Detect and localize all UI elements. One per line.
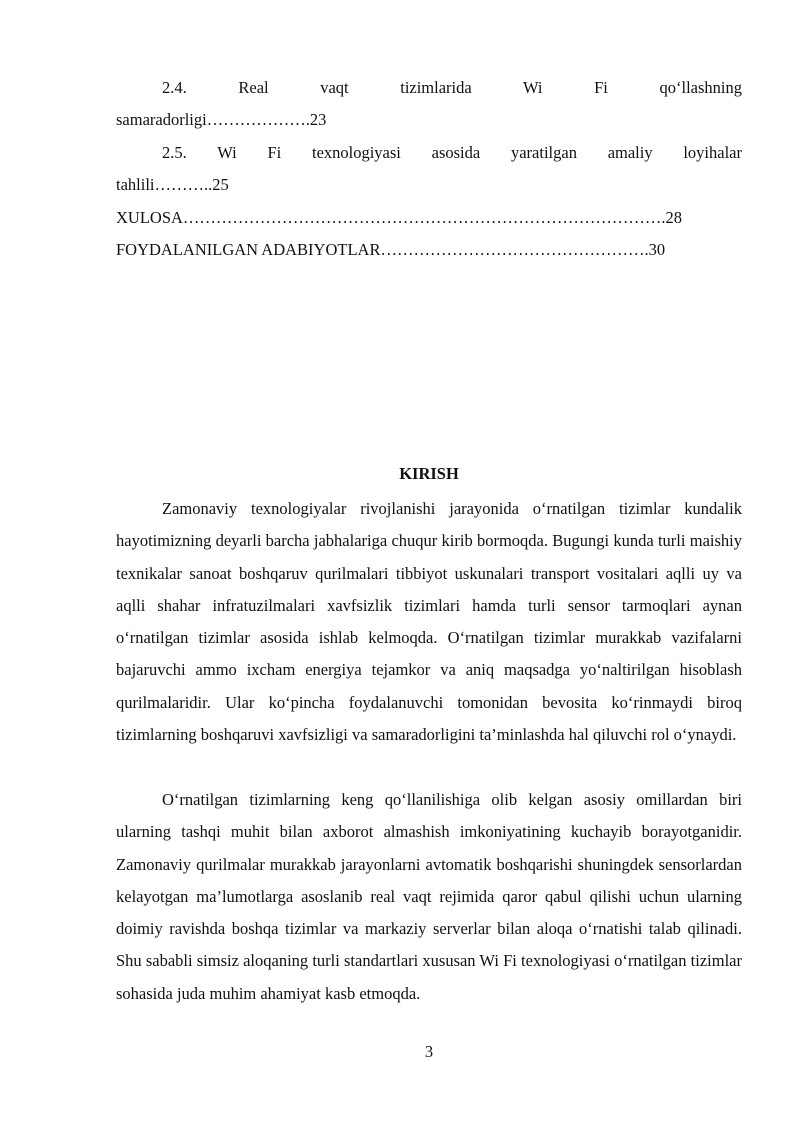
toc-entry-2-5 — [116, 137, 742, 201]
toc-entry-conclusion-text: XULOSA…………………………………………………………………………….28 — [116, 208, 683, 227]
paragraph: O‘rnatilgan tizimlarning keng qo‘llanilishiga olib kelgan asosiy omillardan biri ularning tashqi muhit bilan axborot almashish imkoniyatining kuchayib borayotganidir. Zamonaviy qurilmalar murakkab jarayonlarni avtomatik boshqarishi shuningdek sensorlardan kelayotgan ma’lumotlarga asoslanib real vaqt rejimida qaror qabul qilishi uchun ularning doimiy ravishda boshqa tizimlar va markaziy serverlar bilan aloqa o‘rnatishi talab qilinadi. Shu sababli simsiz aloqaning turli standartlari xususan Wi Fi texnologiyasi o‘rnatilgan tizimlar sohasida juda muhim ahamiyat kasb etmoqda. — [116, 790, 742, 1003]
toc-entry-2-4-line1: 2.4. Real vaqt tizimlarida Wi Fi qo‘llashning — [162, 78, 742, 97]
toc-entry-conclusion — [116, 202, 742, 234]
page-number: 3 — [424, 1042, 434, 1061]
section-heading: KIRISH — [399, 464, 459, 483]
toc-entry-2-4-line2: samaradorligi……………….23 — [116, 110, 327, 129]
toc-entry-2-5-line2: tahlili………..25 — [116, 175, 229, 194]
toc-entry-references-text: FOYDALANILGAN ADABIYOTLAR………………………………………….30 — [116, 240, 666, 259]
toc-entry-references — [116, 234, 742, 266]
toc-entry-2-4 — [116, 72, 742, 136]
toc-entry-2-5-line1: 2.5. Wi Fi texnologiyasi asosida yaratilgan amaliy loyihalar — [162, 143, 742, 162]
paragraph: Zamonaviy texnologiyalar rivojlanishi jarayonida o‘rnatilgan tizimlar kundalik hayotimizning deyarli barcha jabhalariga chuqur kirib bormoqda. Bugungi kunda turli maishiy texnikalar sanoat boshqaruv qurilmalari tibbiyot uskunalari transport vositalari aqlli uy va aqlli shahar infratuzilmalari xavfsizlik tizimlari hamda turli sensor tarmoqlari aynan o‘rnatilgan tizimlar asosida ishlab kelmoqda. O‘rnatilgan tizimlar murakkab vazifalarni bajaruvchi ammo ixcham energiya tejamkor va aniq maqsadga yo‘naltirilgan hisoblash qurilmalaridir. Ular ko‘pincha foydalanuvchi tomonidan bevosita ko‘rinmaydi biroq tizimlarning boshqaruvi xavfsizligi va samaradorligini ta’minlashda hal qiluvchi rol o‘ynaydi. — [116, 499, 742, 745]
